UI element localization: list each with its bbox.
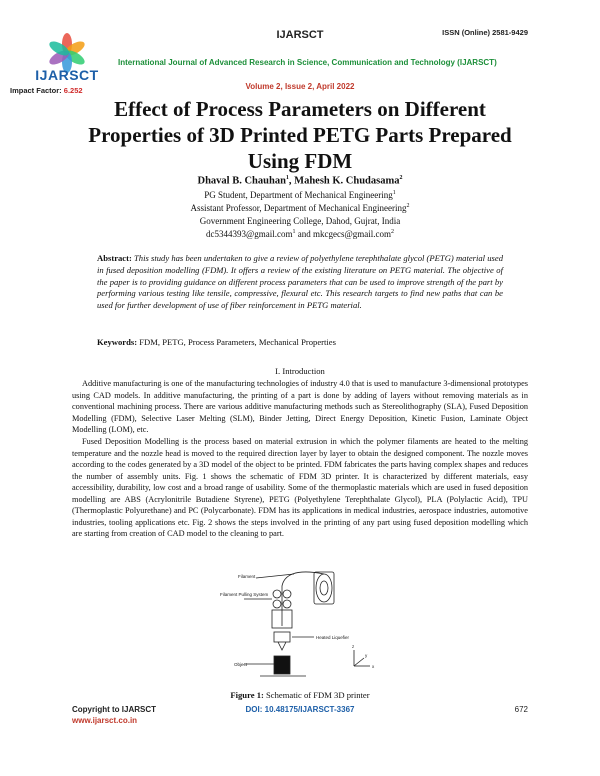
fdm-printer-schematic bbox=[214, 566, 390, 688]
affiliation-3: Government Engineering College, Dahod, Gujrat, India bbox=[199, 216, 401, 226]
site-name: IJARSCT bbox=[276, 29, 324, 41]
footer-doi-link[interactable]: DOI: 10.48175/IJARSCT-3367 bbox=[245, 705, 355, 714]
abstract-text: This study has been undertaken to give a review of polyethylene terephthalate glycol (PETG) material used in fused deposition modelling (FDM). It offers a review of the existing literature on PETG material. The objective of the paper is to providing guidance on different process parameters that can be used to improve strength of the part by performing various testing like tensile, compressive, flexural etc. This research targets to find new paths that can be used for further development of use of fiber reinforcement in PETG material. bbox=[97, 253, 503, 311]
affiliation-2-text: Assistant Professor, Department of Mechanical Engineering bbox=[190, 203, 407, 213]
authors bbox=[0, 175, 600, 187]
email-2-sup: 2 bbox=[391, 229, 395, 235]
author-2: Mahesh K. Chudasama bbox=[294, 175, 400, 187]
label-filament: Filament bbox=[238, 574, 256, 579]
affiliation-1-text: PG Student, Department of Mechanical Engineering bbox=[204, 190, 393, 200]
section-heading: I. Introduction bbox=[275, 366, 325, 376]
author-1-sup: 1 bbox=[285, 175, 289, 181]
label-axis-z: z bbox=[352, 644, 355, 649]
email-2: mkcgecs@gmail.com bbox=[313, 229, 392, 239]
paragraph-2: Fused Deposition Modelling is the process based on material extrusion in which the polymer filaments are heated to the melting temperature and the nozzle head is moved to the required direction layer by layer to obtain the designed component. The nozzle moves according to the codes generated by a 3D model of the object to be printed. FDM fabricates the parts having complex shapes and reduces the number of assembly units. Fig. 1 shows the schematic of FDM 3D printer. It is characterized by different materials, easy accessibility, durability, low cost and a broad range of usability. Some of the thermoplastic materials which are used in fused deposition modelling are ABS (Acrylonitrile Butadiene Styrene), PETG (Polyethylene Terephthalate Glycol), PLA (Polylactic Acid), TPU (Thermoplastic Polyurethane) and PC (Polycarbonate). FDM has its applications in medical industries, aerospace industries, automotive industries, tooling applications etc. Fig. 2 shows the steps involved in the printing of any part using fused deposition modelling which are starting from creation of CAD model to the cleaning to part. bbox=[72, 437, 528, 538]
figure-caption bbox=[0, 690, 600, 700]
affiliation-1-sup: 1 bbox=[392, 190, 396, 196]
label-axis-x: x bbox=[372, 664, 375, 669]
abstract bbox=[97, 253, 503, 312]
affiliation-2-sup: 2 bbox=[406, 203, 410, 209]
heated-liquefier bbox=[274, 632, 290, 642]
affiliation-2 bbox=[0, 203, 600, 213]
affiliation-1 bbox=[0, 190, 600, 200]
figure-caption-text: Schematic of FDM 3D printer bbox=[263, 690, 370, 700]
email-1: dc5344393@gmail.com bbox=[205, 229, 293, 239]
axis-y-arrow bbox=[354, 658, 364, 666]
volume-issue: Volume 2, Issue 2, April 2022 bbox=[245, 82, 355, 91]
paragraph-1: Additive manufacturing is one of the manufacturing technologies of industry 4.0 that is used to manufacture 3-dimensional prototypes using CAD models. In additive manufacturing, the printing of a part is done by adding of layers without removing materials as in conventional machining process. There are various additive manufacturing methods such as Stereolithography (SLA), Fused Deposition Modelling (FDM), Selective Laser Melting (SLM), Binder Jetting, Direct Energy Deposition, Kinetic Fusion, Laminate Object Modelling (LOM), etc. bbox=[72, 379, 528, 434]
logo-text: IJARSCT bbox=[35, 67, 99, 83]
email-1-sup: 1 bbox=[292, 229, 296, 235]
keywords-label: Keywords: bbox=[97, 337, 138, 347]
pulling-roller bbox=[273, 590, 281, 598]
author-separator: , bbox=[288, 175, 295, 187]
label-object: Object bbox=[234, 662, 248, 667]
footer-website-link[interactable]: www.ijarsct.co.in bbox=[72, 716, 138, 725]
emails bbox=[0, 229, 600, 239]
label-axis-y: y bbox=[365, 653, 368, 658]
author-2-sup: 2 bbox=[399, 175, 403, 181]
page-number: 672 bbox=[514, 705, 528, 714]
pulling-roller bbox=[273, 600, 281, 608]
keywords bbox=[97, 337, 336, 347]
filament-spool bbox=[314, 572, 334, 604]
abstract-label: Abstract: bbox=[97, 253, 132, 263]
paper-title: Effect of Process Parameters on Different Properties of 3D Printed PETG Parts Prepared Using FDM bbox=[88, 97, 512, 173]
issn: ISSN (Online) 2581-9429 bbox=[442, 28, 528, 37]
impact-value: 6.252 bbox=[63, 86, 83, 95]
footer-copyright: Copyright to IJARSCT bbox=[72, 705, 156, 714]
label-pulling-system: Filament Pulling System bbox=[220, 592, 269, 597]
figure-caption-label: Figure 1: bbox=[230, 690, 264, 700]
pulling-roller bbox=[283, 600, 291, 608]
email-and: and bbox=[295, 229, 313, 239]
pulling-roller bbox=[283, 590, 291, 598]
label-heated-liquefier: Heated Liquefier bbox=[316, 635, 350, 640]
impact-label: Impact Factor: bbox=[10, 86, 62, 95]
author-1: Dhaval B. Chauhan bbox=[197, 175, 286, 187]
keywords-text: FDM, PETG, Process Parameters, Mechanical Properties bbox=[139, 337, 336, 347]
printed-object bbox=[274, 656, 290, 674]
journal-name: International Journal of Advanced Research in Science, Communication and Technology (IJARSCT) bbox=[118, 58, 497, 67]
